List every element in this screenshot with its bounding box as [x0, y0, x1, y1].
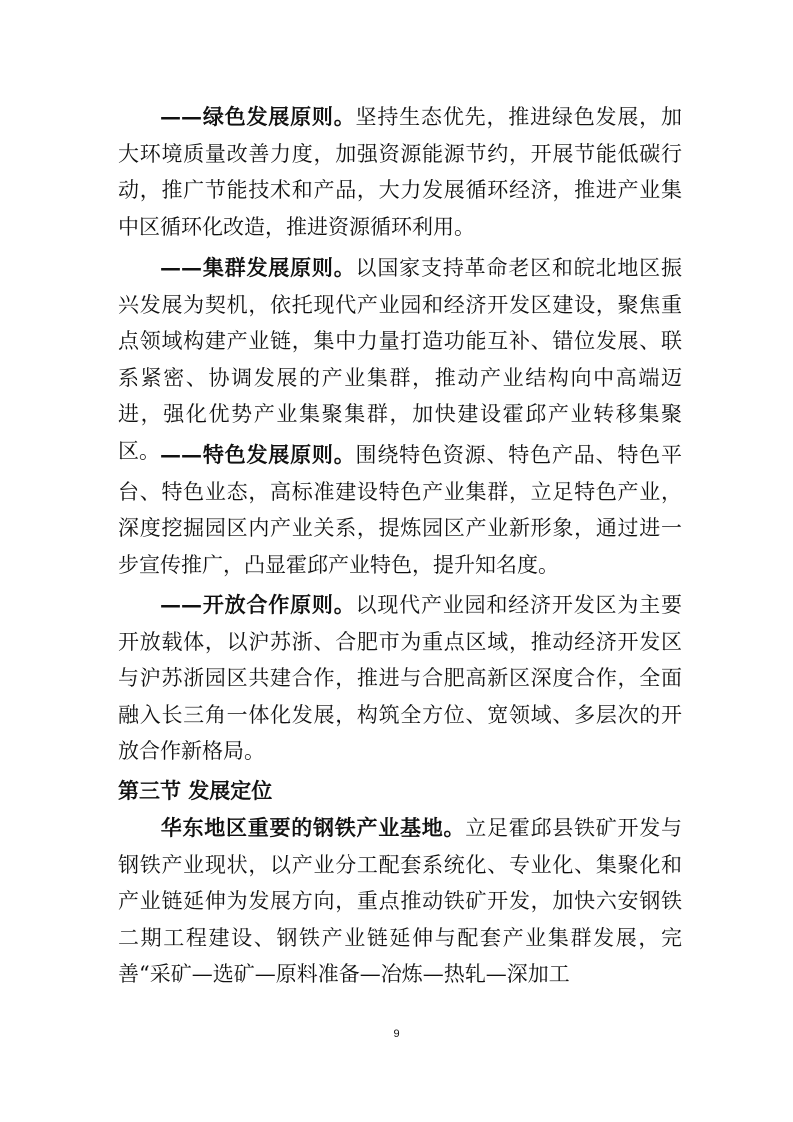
principle-text: 坚持生态优先，推进绿色发展，加大环境质量改善力度，加强资源能源节约，开展节能低碳行动，推广节能技术和产品，大力发展循环经济，推进产业集中区循环化改造，推进资源循环利用。 [118, 105, 683, 239]
principle-text: 以国家支持革命老区和皖北地区振兴发展为契机，依托现代产业园和经济开发区建设，聚焦重点领域构建产业链，集中力量打造功能互补、错位发展、联系紧密、协调发展的产业集群，推动产业结构向中高端迈进，强化优势产业集聚集群，加快建设霍邱产业转移集聚区。 [118, 256, 683, 463]
positioning-steel [118, 810, 682, 993]
positioning-text: 立足霍邱县铁矿开发与钢铁产业现状，以产业分工配套系统化、专业化、集聚化和产业链延伸为发展方向，重点推动铁矿开发，加快六安钢铁二期工程建设、钢铁产业链延伸与配套产业集群发展，完善“采矿—选矿—原料准备—冶炼—热轧—深加工 [118, 816, 682, 986]
principle-text: 围绕特色资源、特色产品、特色平台、特色业态，高标准建设特色产业集群，立足特色产业，深度挖掘园区内产业关系，提炼园区产业新形象，通过进一步宣传推广，凸显霍邱产业特色，提升知名度。 [118, 443, 683, 577]
principle-title: ——集群发展原则。 [160, 255, 356, 280]
principle-title: ——开放合作原则。 [160, 592, 356, 617]
positioning-title: 华东地区重要的钢铁产业基地。 [160, 815, 466, 840]
principle-text: 以现代产业园和经济开发区为主要开放载体，以沪苏浙、合肥市为重点区域，推动经济开发区与沪苏浙园区共建合作，推进与合肥高新区深度合作，全面融入长三角一体化发展，构筑全方位、宽领域、多层次的开放合作新格局。 [118, 593, 683, 763]
section-heading: 第三节 发展定位 [118, 779, 273, 803]
principle-open [118, 587, 682, 770]
principle-feature [118, 437, 682, 583]
principle-title: ——绿色发展原则。 [160, 104, 356, 129]
principle-green [118, 99, 682, 245]
page-number: 9 [393, 1028, 400, 1040]
principle-title: ——特色发展原则。 [160, 442, 356, 467]
